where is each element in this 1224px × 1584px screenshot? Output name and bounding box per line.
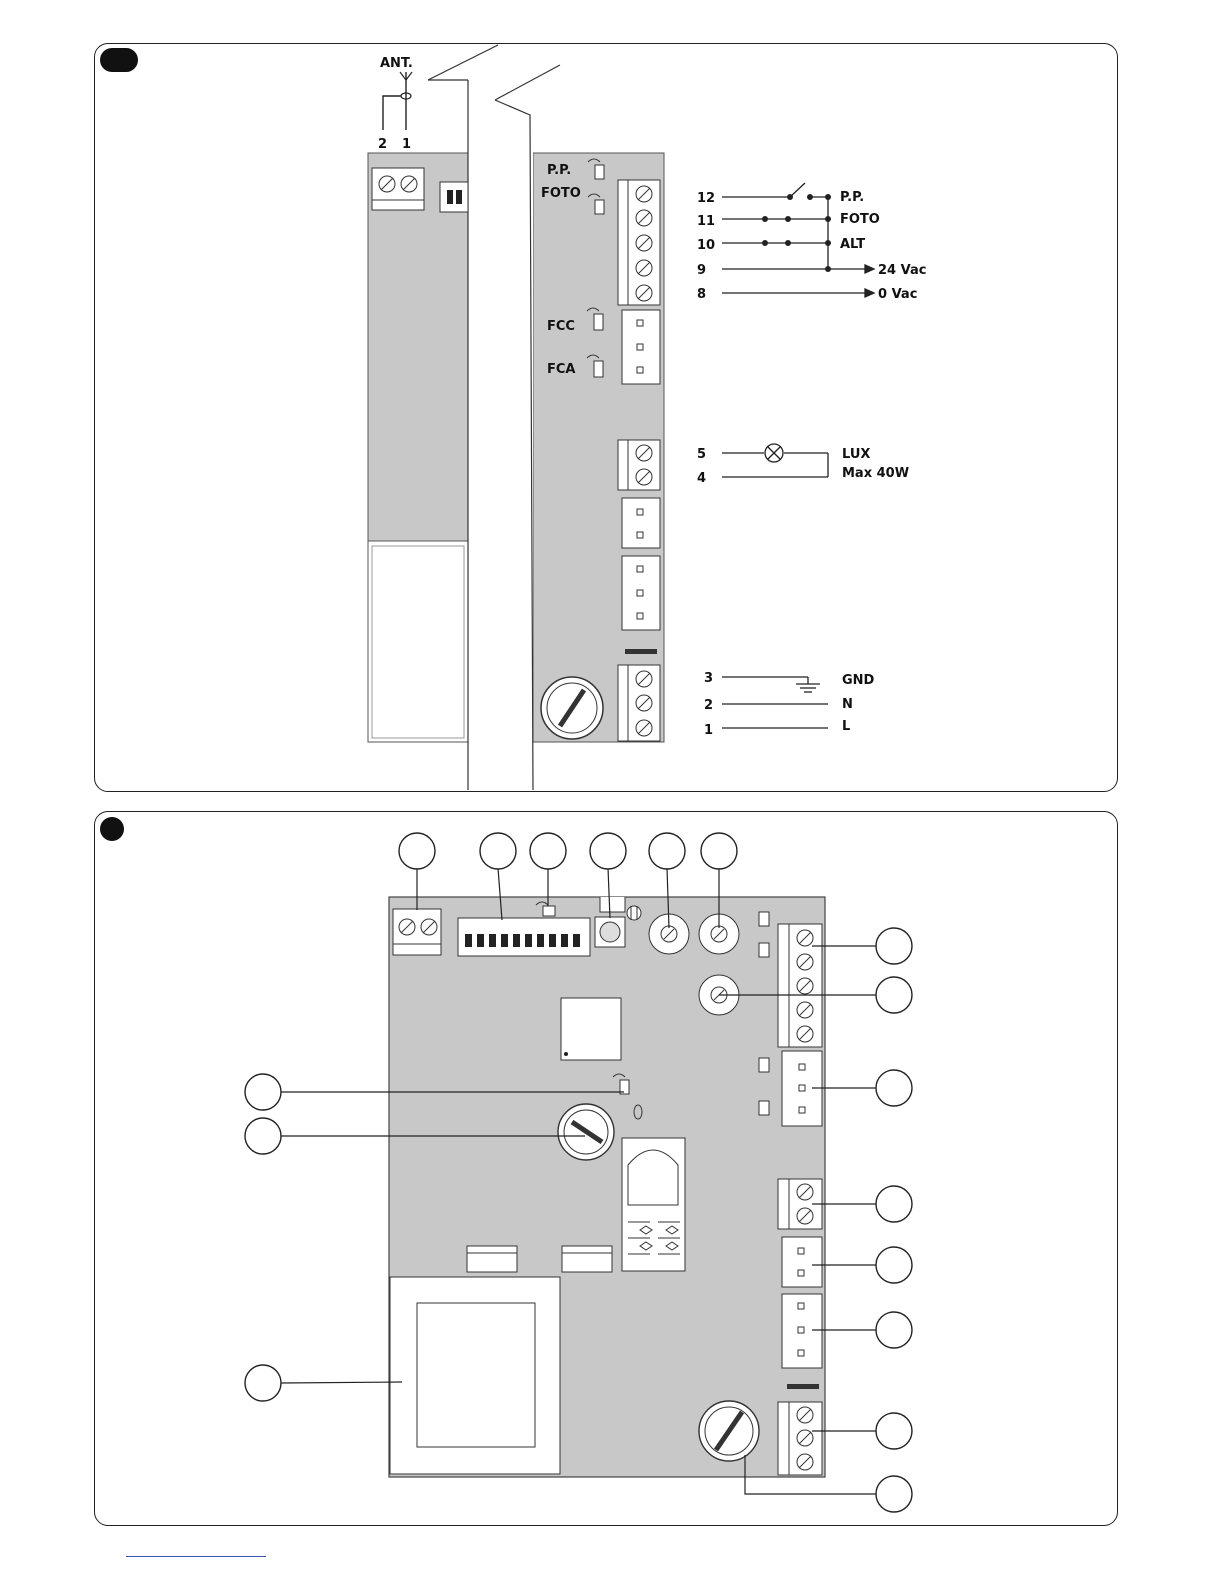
input-contacts xyxy=(762,194,831,272)
figure-2-board xyxy=(389,897,825,1477)
lamp-terminal-4: 4 xyxy=(697,471,707,486)
lamp-icon xyxy=(765,444,783,462)
power-terminal-2: 2 xyxy=(704,698,714,713)
input-label-pp: P.P. xyxy=(840,190,865,205)
power-label-gnd: GND xyxy=(842,673,875,688)
lamp-sublabel: Max 40W xyxy=(842,466,910,481)
led-label-fca: FCA xyxy=(547,362,576,377)
input-terminal-10: 10 xyxy=(697,238,716,253)
input-label-0vac: 0 Vac xyxy=(878,287,918,302)
antenna-icon xyxy=(383,72,412,130)
antenna-pin-2: 2 xyxy=(378,137,388,152)
motor-connector xyxy=(622,556,660,630)
input-terminal-8: 8 xyxy=(697,287,707,302)
footer-rule xyxy=(126,1556,266,1557)
fuse-bar xyxy=(625,649,657,654)
input-label-foto: FOTO xyxy=(840,212,880,227)
input-label-alt: ALT xyxy=(840,237,866,252)
dip-switch xyxy=(440,182,468,212)
input-terminal-9: 9 xyxy=(697,263,707,278)
fuse-holder xyxy=(541,677,603,739)
antenna-label: ANT. xyxy=(380,56,413,71)
led-label-foto: FOTO xyxy=(541,186,581,201)
antenna-terminal xyxy=(372,168,424,210)
led-label-pp: P.P. xyxy=(547,163,572,178)
input-terminal-11: 11 xyxy=(697,214,716,229)
power-label-l: L xyxy=(842,719,851,734)
led-label-fcc: FCC xyxy=(547,319,575,334)
power-wiring xyxy=(722,677,828,728)
input-terminal-block xyxy=(618,180,660,305)
lamp-terminal-block xyxy=(618,440,660,490)
lamp-terminal-5: 5 xyxy=(697,447,707,462)
input-label-24vac: 24 Vac xyxy=(878,263,927,278)
limit-switch-connector xyxy=(622,310,660,384)
power-terminal-block xyxy=(618,665,660,741)
lamp-label: LUX xyxy=(842,447,871,462)
power-terminal-3: 3 xyxy=(704,671,714,686)
antenna-pin-1: 1 xyxy=(402,137,412,152)
power-terminal-1: 1 xyxy=(704,723,714,738)
power-label-n: N xyxy=(842,697,853,712)
input-terminal-12: 12 xyxy=(697,191,716,206)
two-pin-connector xyxy=(622,498,660,548)
